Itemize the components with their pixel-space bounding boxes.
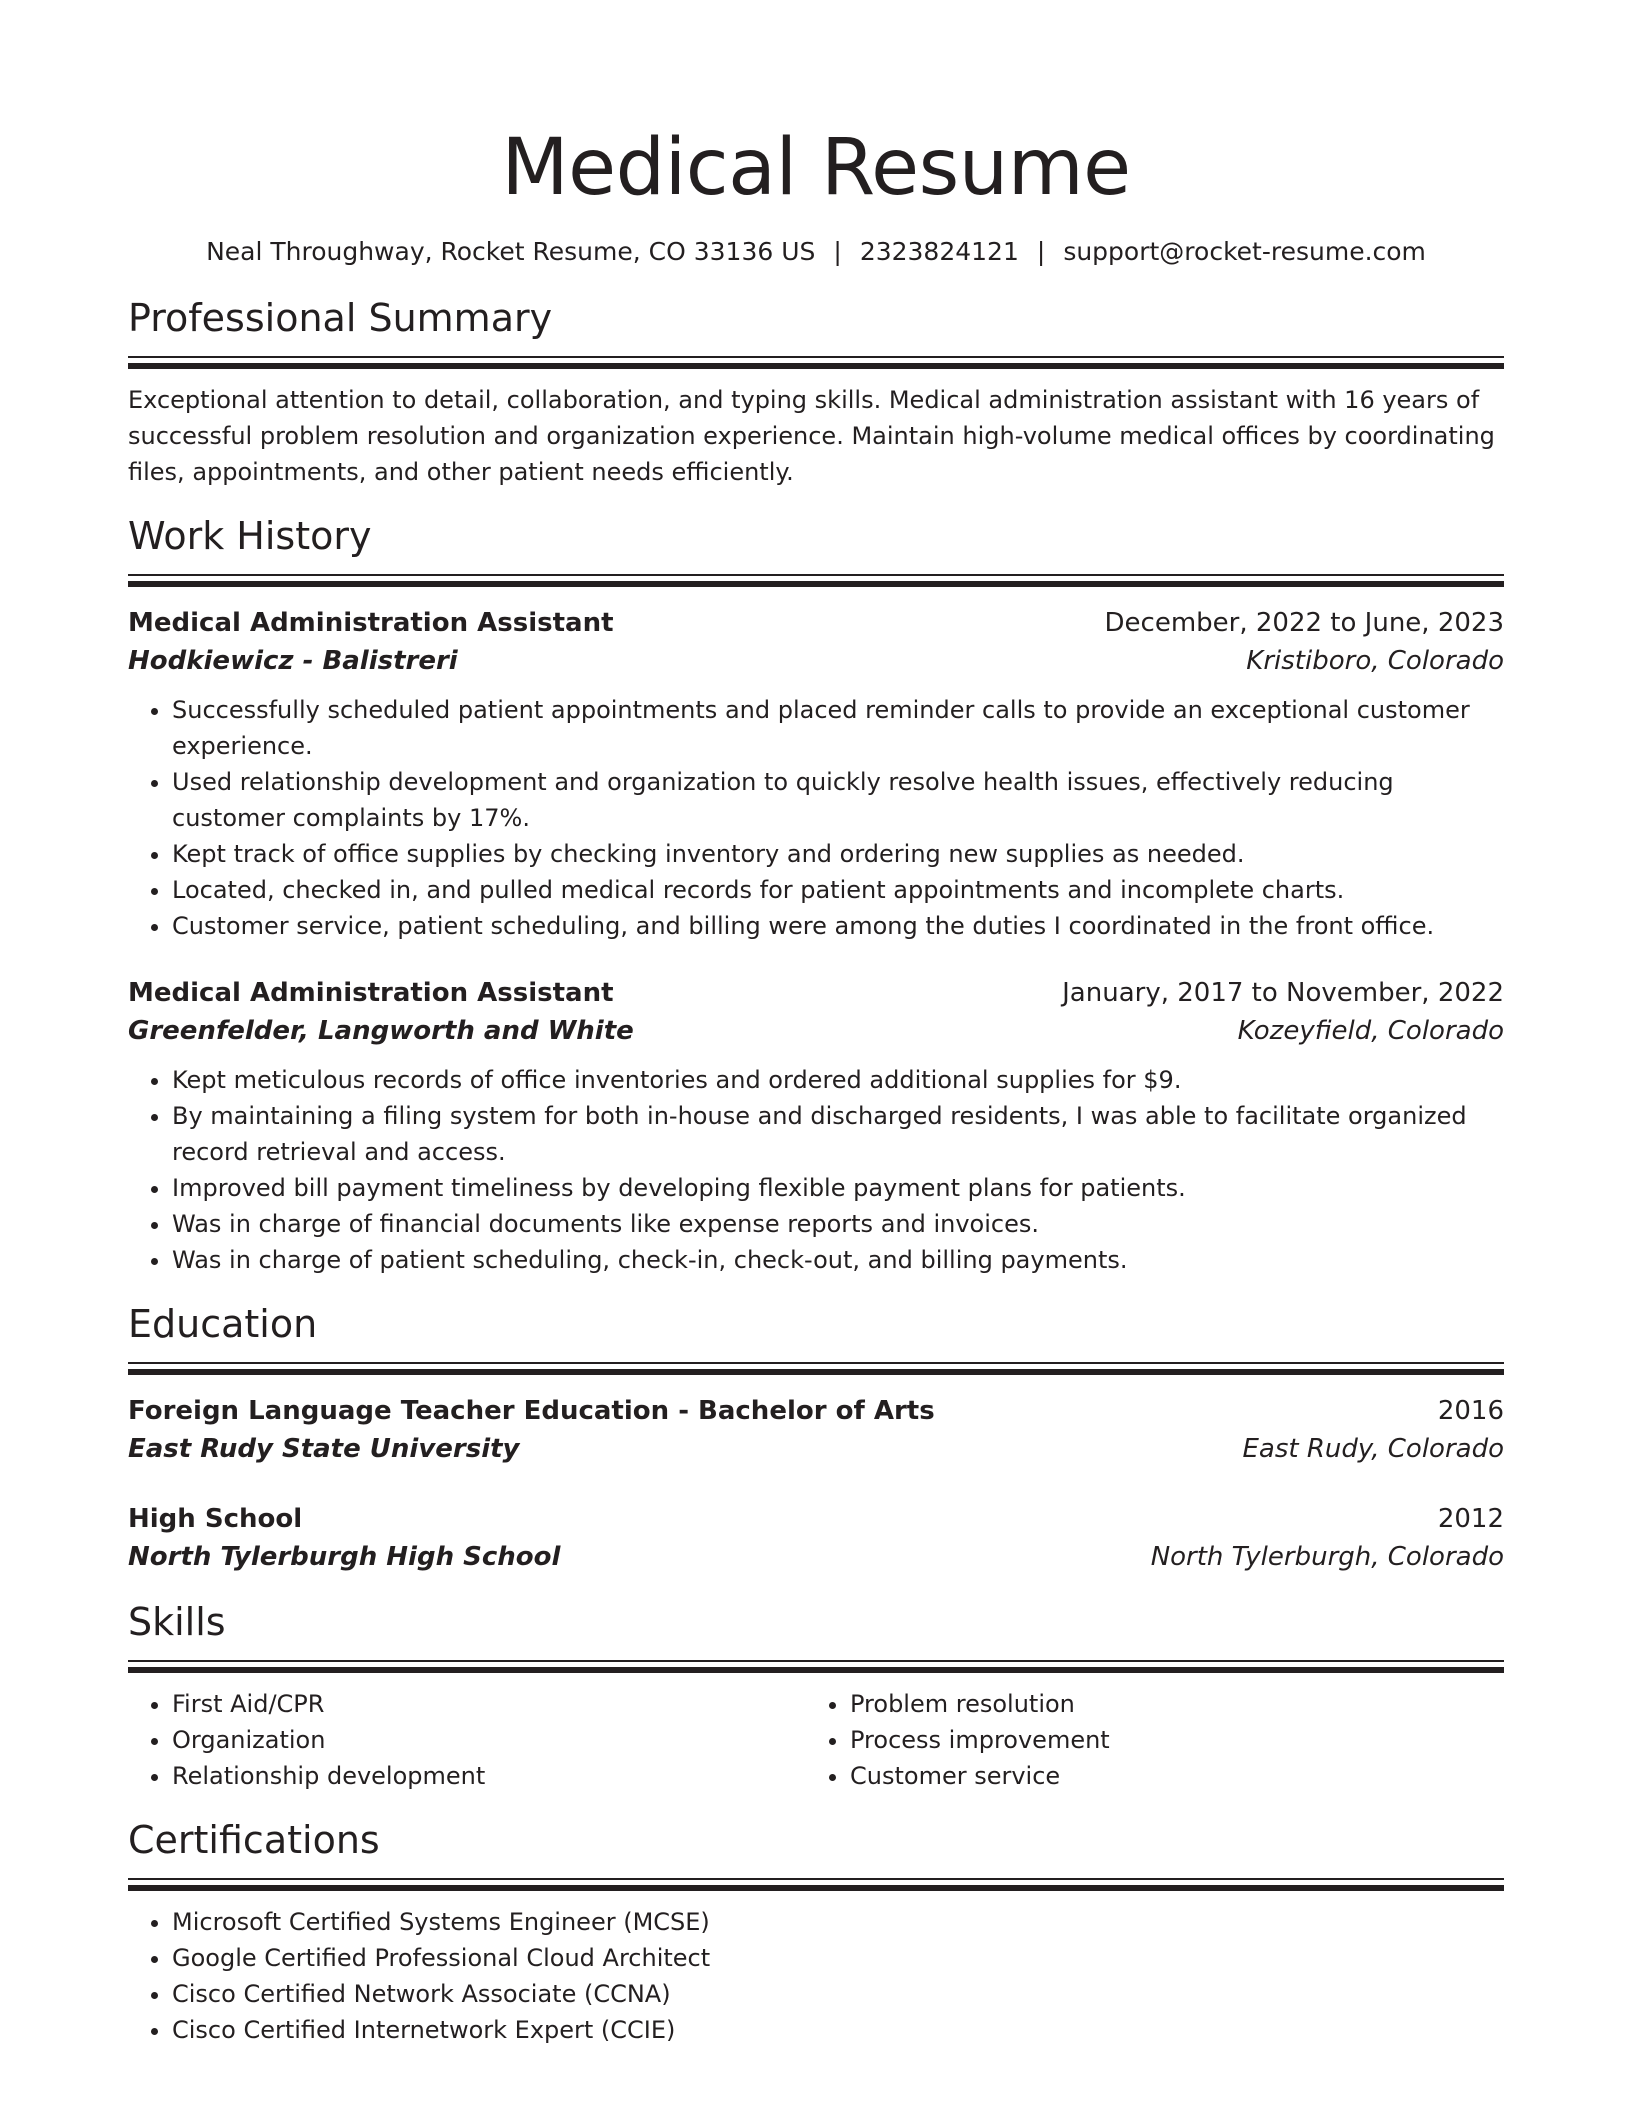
contact-address: Neal Throughway, Rocket Resume, CO 33136 US [206,237,816,266]
summary-text: Exceptional attention to detail, collaboration, and typing skills. Medical administration assistant with 16 years of successful problem resolution and organization experience. Maintain high-volume medical offices by coordinating files, appointments, and other patient needs efficiently. [128,386,1495,486]
education-degree: Foreign Language Teacher Education - Bachelor of Arts [128,1396,935,1426]
job-location: Kristiboro, Colorado [1246,646,1504,676]
list-item: • Kept track of office supplies by checking inventory and ordering new supplies as needed. [172,836,1504,872]
job-title: Medical Administration Assistant [128,978,614,1008]
certifications-list [128,1904,1504,2048]
list-item: • First Aid/CPR [172,1686,806,1722]
education-degree: High School [128,1504,303,1534]
resume-page [128,0,1504,2048]
list-item: • Successfully scheduled patient appointments and placed reminder calls to provide an exceptional customer experience. [172,692,1504,764]
list-item: • By maintaining a filing system for both in-house and discharged residents, I was able to facilitate organized record retrieval and access. [172,1098,1504,1170]
list-item: • Cisco Certified Internetwork Expert (CCIE) [172,2012,1504,2048]
list-item: • Customer service, patient scheduling, and billing were among the duties I coordinated in the front office. [172,908,1504,944]
list-item: • Cisco Certified Network Associate (CCNA) [172,1976,1504,2012]
job-subheader [128,642,1504,680]
education-location: East Rudy, Colorado [1242,1434,1504,1464]
education-school: East Rudy State University [128,1434,520,1464]
job-dates: January, 2017 to November, 2022 [1062,978,1504,1008]
section-divider [128,356,1504,370]
contact-separator: | [833,237,842,266]
skills-list-left [128,1686,806,1794]
contact-email: support@rocket-resume.com [1063,237,1426,266]
job-dates: December, 2022 to June, 2023 [1104,608,1504,638]
list-item: • Used relationship development and organization to quickly resolve health issues, effectively reducing customer complaints by 17%. [172,764,1504,836]
list-item: • Problem resolution [850,1686,1484,1722]
contact-line [128,234,1504,270]
job-subheader [128,1012,1504,1050]
job-company: Greenfelder, Langworth and White [128,1016,634,1046]
section-divider [128,1362,1504,1376]
list-item: • Customer service [850,1758,1484,1794]
resume-title: Medical Resume [501,123,1131,213]
education-school: North Tylerburgh High School [128,1542,561,1572]
education-entry [128,1392,1504,1468]
job-location: Kozeyfield, Colorado [1237,1016,1504,1046]
work-history-section [128,512,1504,1278]
job-entry [128,604,1504,944]
job-entry [128,974,1504,1278]
skills-grid [128,1686,1504,1794]
list-item: • Google Certified Professional Cloud Architect [172,1940,1504,1976]
education-year: 2016 [1437,1396,1504,1426]
education-header [128,1500,1504,1538]
education-year: 2012 [1437,1504,1504,1534]
contact-separator: | [1036,237,1046,266]
job-header [128,604,1504,642]
list-item: • Was in charge of patient scheduling, check-in, check-out, and billing payments. [172,1242,1504,1278]
job-header [128,974,1504,1012]
list-item: • Relationship development [172,1758,806,1794]
education-subheader [128,1430,1504,1468]
list-item: • Improved bill payment timeliness by developing flexible payment plans for patients. [172,1170,1504,1206]
skills-list-right [806,1686,1484,1794]
section-title-work-history: Work History [128,514,372,558]
job-bullets [128,692,1504,944]
list-item: • Process improvement [850,1722,1484,1758]
list-item: • Organization [172,1722,806,1758]
section-divider [128,1660,1504,1674]
section-divider [128,574,1504,588]
education-header [128,1392,1504,1430]
section-title-education: Education [128,1302,318,1346]
job-company: Hodkiewicz - Balistreri [128,646,458,676]
education-location: North Tylerburgh, Colorado [1150,1542,1504,1572]
summary-section [128,294,1504,490]
section-title-certifications: Certifications [128,1818,380,1862]
list-item: • Kept meticulous records of office inventories and ordered additional supplies for $9. [172,1062,1504,1098]
job-title: Medical Administration Assistant [128,608,614,638]
list-item: • Was in charge of financial documents like expense reports and invoices. [172,1206,1504,1242]
section-title-skills: Skills [128,1600,226,1644]
section-title-summary: Professional Summary [128,296,553,340]
list-item: • Microsoft Certified Systems Engineer (MCSE) [172,1904,1504,1940]
education-entry [128,1500,1504,1576]
section-divider [128,1878,1504,1892]
education-section [128,1300,1504,1576]
job-bullets [128,1062,1504,1278]
list-item: • Located, checked in, and pulled medical records for patient appointments and incomplete charts. [172,872,1504,908]
certifications-section [128,1816,1504,2048]
contact-phone: 2323824121 [859,237,1019,266]
skills-section [128,1598,1504,1794]
education-subheader [128,1538,1504,1576]
